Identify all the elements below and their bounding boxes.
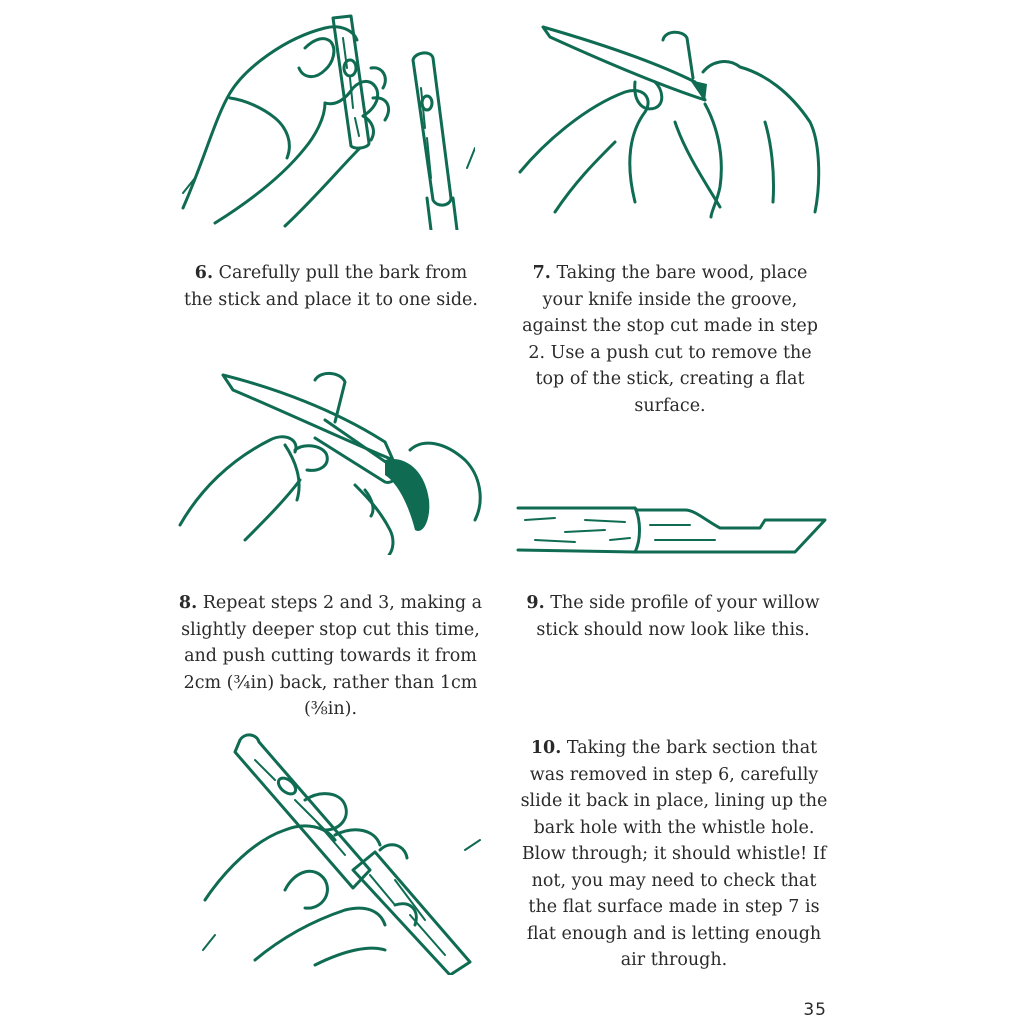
illustration-step-10: [195, 730, 485, 975]
reassembled-whistle-illustration: [195, 730, 485, 975]
step-text: Taking the bark section that was removed in step 6, carefully slide it back in place, lining up the bark hole with the whistle hole. Blow through; it should whistle! If not, you may need to check that the flat surface made in step 7 is flat enough and is letting enough air through.: [520, 738, 828, 970]
deeper-stop-cut-illustration: [175, 360, 485, 555]
step-number: 7.: [532, 263, 551, 283]
step-number: 10.: [530, 738, 562, 758]
hands-pulling-bark-illustration: [175, 8, 475, 230]
illustration-step-7: [515, 12, 825, 222]
illustration-step-8: [175, 360, 485, 555]
step-text: Repeat steps 2 and 3, making a slightly deeper stop cut this time, and push cutting towards it from 2cm (¾in) back, rather than 1cm (⅜in).: [181, 593, 483, 719]
step-10: [515, 735, 833, 974]
step-number: 6.: [194, 263, 214, 283]
illustration-step-6: [175, 8, 475, 230]
page-number: 35: [803, 1000, 827, 1020]
step-number: 8.: [178, 593, 198, 613]
illustration-step-9: [515, 490, 830, 560]
step-text: Carefully pull the bark from the stick and place it to one side.: [184, 263, 478, 310]
step-9: [518, 590, 828, 643]
step-text: Taking the bare wood, place your knife inside the groove, against the stop cut made in step 2. Use a push cut to remove the top of the stick, creating a flat surface.: [522, 263, 818, 416]
stick-side-profile-illustration: [515, 490, 830, 560]
step-7: [520, 260, 820, 419]
knife-flat-cut-illustration: [515, 12, 825, 222]
step-text: The side profile of your willow stick should now look like this.: [536, 593, 820, 640]
step-8: [178, 590, 483, 723]
step-number: 9.: [526, 593, 545, 613]
step-6: [180, 260, 482, 313]
